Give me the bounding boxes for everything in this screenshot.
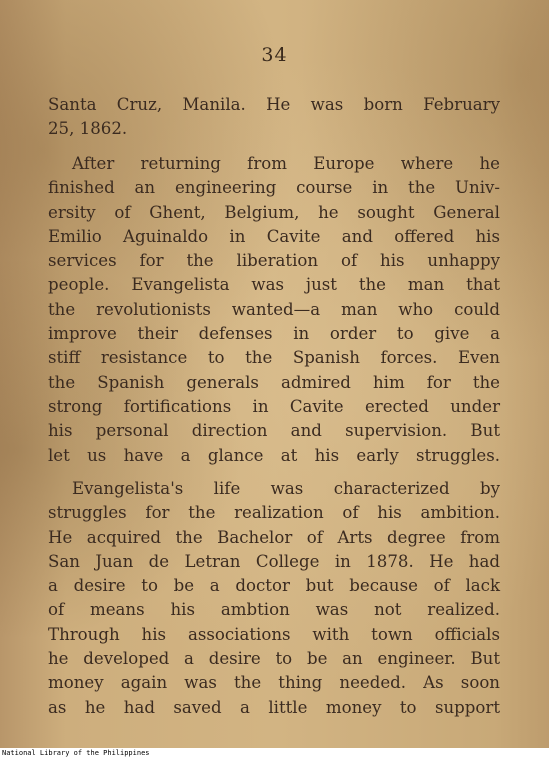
text-line: as he had saved a little money to support bbox=[48, 697, 500, 717]
text-line: the Spanish generals admired him for the bbox=[48, 372, 500, 392]
text-line: He acquired the Bachelor of Arts degree from bbox=[48, 527, 500, 547]
library-credit: National Library of the Philippines bbox=[2, 749, 150, 757]
text-line: struggles for the realization of his ambition. bbox=[48, 503, 500, 523]
text-line: his personal direction and supervision. But bbox=[48, 421, 500, 441]
text-line: money again was the thing needed. As soon bbox=[48, 673, 500, 693]
text-line: ersity of Ghent, Belgium, he sought General bbox=[48, 202, 500, 222]
text-line: a desire to be a doctor but because of lack bbox=[48, 576, 500, 596]
text-line: finished an engineering course in the Univ- bbox=[48, 178, 500, 198]
text-line: 25, 1862. bbox=[48, 119, 128, 139]
paragraph-1 bbox=[48, 93, 500, 142]
page-number: 34 bbox=[261, 44, 288, 66]
paragraph-3 bbox=[48, 477, 500, 720]
text-line: Evangelista's life was characterized by bbox=[72, 479, 500, 498]
text-line: improve their defenses in order to give a bbox=[48, 324, 500, 344]
text-line: let us have a glance at his early struggles. bbox=[48, 445, 500, 465]
text-line: he developed a desire to be an engineer. But bbox=[48, 649, 500, 669]
paragraph-2 bbox=[48, 152, 500, 468]
text-line: Emilio Aguinaldo in Cavite and offered his bbox=[48, 226, 500, 246]
text-line: stiff resistance to the Spanish forces. Even bbox=[48, 348, 500, 368]
text-line: strong fortifications in Cavite erected under bbox=[48, 396, 500, 416]
text-line: of means his ambtion was not realized. bbox=[48, 600, 500, 620]
text-line: services for the liberation of his unhappy bbox=[48, 251, 500, 271]
text-line: people. Evangelista was just the man that bbox=[48, 275, 500, 295]
text-line: Santa Cruz, Manila. He was born February bbox=[48, 95, 500, 114]
text-line: the revolutionists wanted—a man who could bbox=[48, 299, 500, 319]
text-line: After returning from Europe where he bbox=[72, 154, 500, 173]
text-line: San Juan de Letran College in 1878. He had bbox=[48, 551, 500, 571]
text-line: Through his associations with town officials bbox=[48, 624, 500, 644]
